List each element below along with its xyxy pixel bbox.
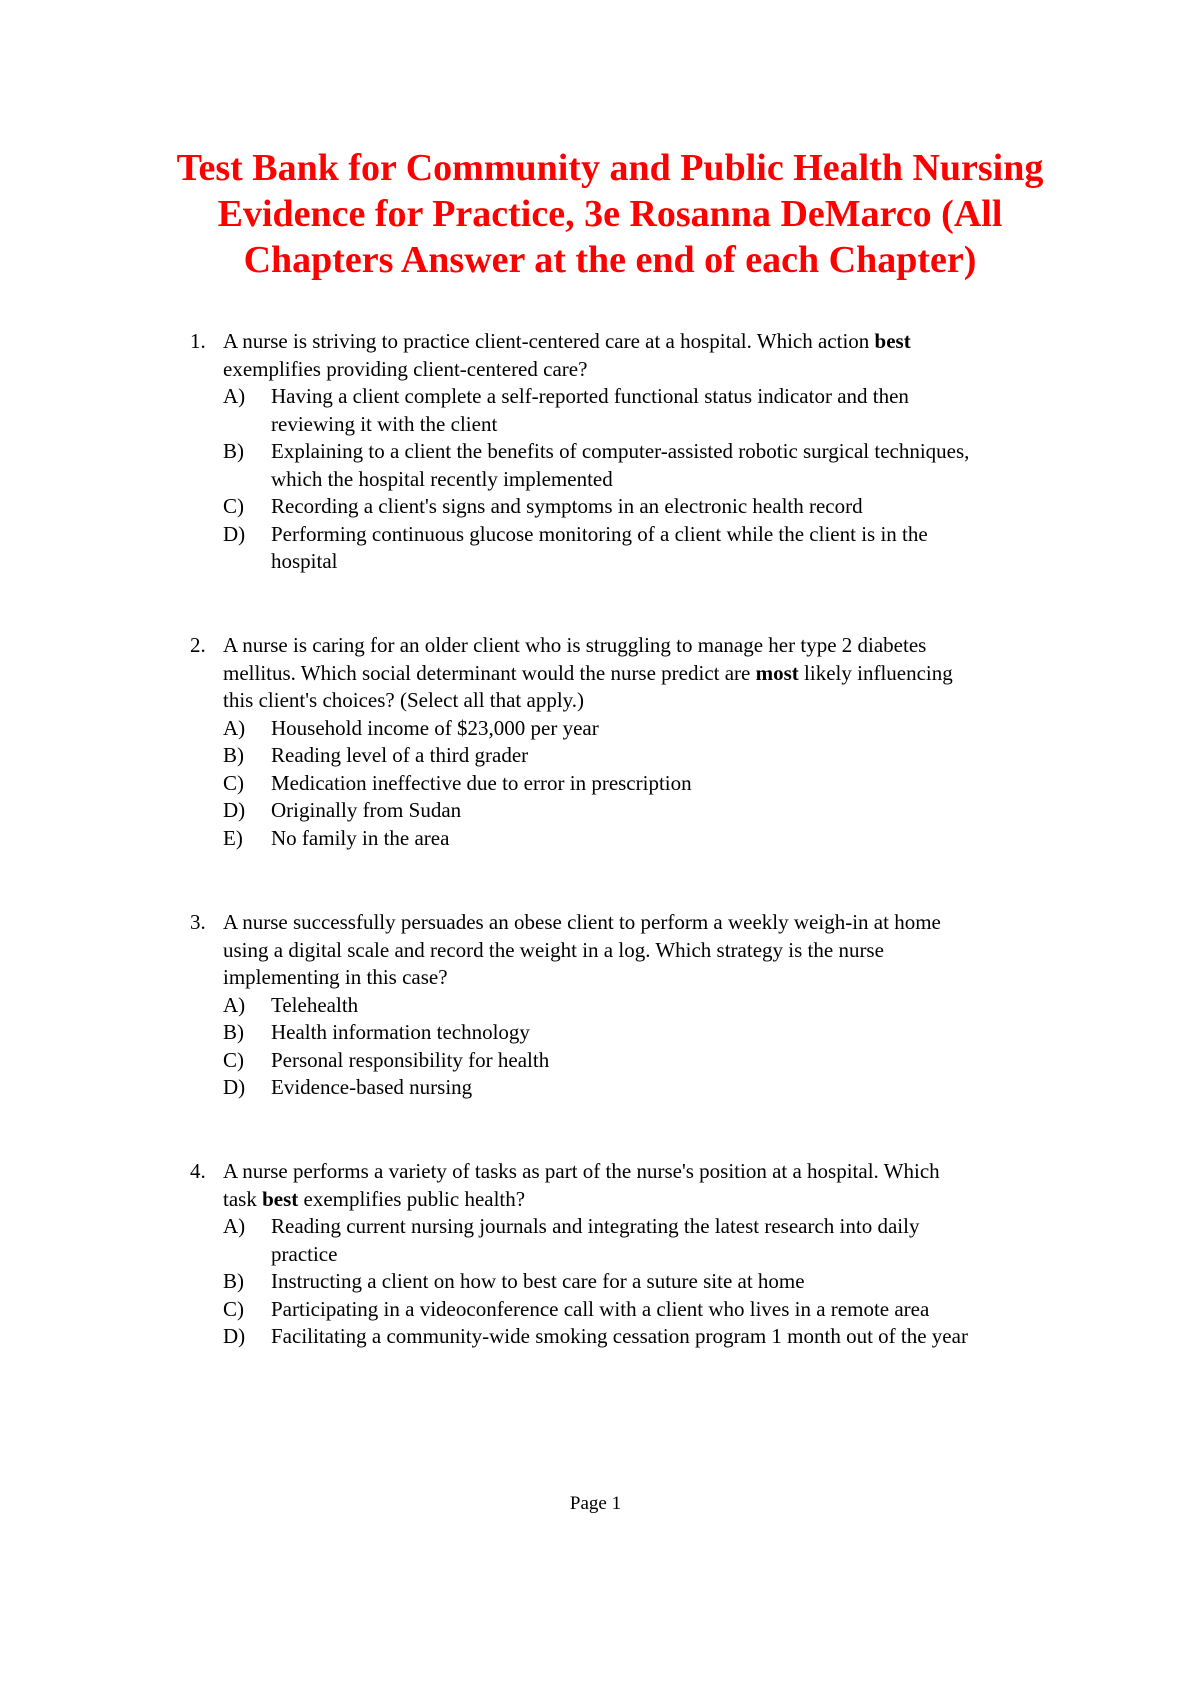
option-letter: D) — [223, 1075, 246, 1099]
option-d — [190, 521, 1090, 576]
option-letter: A) — [223, 384, 246, 408]
stem-line — [223, 687, 1090, 715]
option-e — [190, 825, 1090, 853]
option-text: Participating in a videoconference call with a client who lives in a remote area — [271, 1296, 930, 1321]
option-text: Having a client complete a self-reported functional status indicator and then — [271, 384, 909, 408]
option-d — [190, 1074, 1090, 1102]
stem-line — [223, 1186, 1090, 1214]
question-number: 1. — [190, 329, 206, 353]
option-letter: D) — [223, 521, 246, 546]
option-letter: C) — [223, 1047, 244, 1072]
question-3 — [190, 909, 1090, 1102]
question-number: 3. — [190, 910, 206, 934]
stem-line — [223, 632, 1090, 660]
stem-text: using a digital scale and record the weight in a log. Which strategy is the nurse — [223, 937, 884, 962]
option-text: Facilitating a community-wide smoking cessation program 1 month out of the year — [271, 1324, 968, 1348]
option-text: No family in the area — [271, 825, 450, 850]
option-text: Reading current nursing journals and integrating the latest research into daily — [271, 1214, 920, 1238]
option-letter: C) — [223, 1296, 244, 1321]
option-a — [190, 992, 1090, 1020]
stem-text: A nurse performs a variety of tasks as part of the nurse's position at a hospital. Which — [223, 1159, 940, 1183]
option-a — [190, 383, 1090, 438]
stem-emphasis: most — [755, 660, 799, 685]
title-line-3: Chapters Answer at the end of each Chapter) — [243, 239, 977, 281]
option-text: reviewing it with the client — [271, 411, 498, 436]
answer-options — [190, 715, 1090, 853]
stem-line — [223, 964, 1090, 992]
option-letter: B) — [223, 1020, 244, 1044]
question-stem — [190, 328, 1090, 383]
stem-text: this client's choices? (Select all that apply.) — [223, 688, 585, 712]
option-a — [190, 715, 1090, 743]
option-b — [190, 438, 1090, 493]
option-d — [190, 1323, 1090, 1351]
option-text: Instructing a client on how to best care for a suture site at home — [271, 1269, 805, 1293]
stem-text: A nurse successfully persuades an obese client to perform a weekly weigh-in at home — [223, 910, 941, 934]
option-letter: B) — [223, 743, 244, 767]
question-stem — [190, 1158, 1090, 1213]
answer-options — [190, 992, 1090, 1102]
stem-emphasis: best — [874, 329, 911, 353]
option-c — [190, 493, 1090, 521]
question-1 — [190, 328, 1090, 576]
answer-options — [190, 383, 1090, 576]
question-number: 2. — [190, 633, 206, 657]
stem-emphasis: best — [262, 1186, 299, 1211]
stem-text: A nurse is striving to practice client-centered care at a hospital. Which action — [223, 329, 875, 353]
option-c — [190, 770, 1090, 798]
stem-text: implementing in this case? — [223, 965, 448, 989]
option-text: hospital — [271, 549, 338, 573]
option-letter: A) — [223, 992, 246, 1017]
stem-text: mellitus. Which social determinant would the nurse predict are — [223, 660, 756, 685]
option-letter: A) — [223, 1214, 246, 1238]
option-c — [190, 1047, 1090, 1075]
option-b — [190, 742, 1090, 770]
option-letter: D) — [223, 1324, 246, 1348]
stem-text: exemplifies providing client-centered care? — [223, 356, 588, 381]
option-c — [190, 1296, 1090, 1324]
option-text: Recording a client's signs and symptoms in an electronic health record — [271, 494, 863, 518]
option-text: which the hospital recently implemented — [271, 466, 613, 491]
option-letter: B) — [223, 1269, 244, 1293]
stem-line — [223, 937, 1090, 965]
option-text: Evidence-based nursing — [271, 1075, 473, 1099]
question-stem — [190, 632, 1090, 715]
option-text: Reading level of a third grader — [271, 743, 529, 767]
option-text: Household income of $23,000 per year — [271, 715, 599, 740]
question-number: 4. — [190, 1159, 206, 1183]
option-letter: C) — [223, 770, 244, 795]
option-text: Explaining to a client the benefits of computer-assisted robotic surgical techniques, — [271, 439, 970, 463]
question-2 — [190, 632, 1090, 852]
question-stem — [190, 909, 1090, 992]
stem-text: exemplifies public health? — [298, 1186, 526, 1211]
option-text: practice — [271, 1241, 338, 1266]
option-b — [190, 1019, 1090, 1047]
option-a — [190, 1213, 1090, 1268]
option-letter: A) — [223, 715, 246, 740]
stem-line — [223, 356, 1090, 384]
option-letter: D) — [223, 798, 246, 822]
option-text: Health information technology — [271, 1020, 530, 1044]
option-text: Medication ineffective due to error in prescription — [271, 770, 692, 795]
option-text: Personal responsibility for health — [271, 1047, 550, 1072]
option-d — [190, 797, 1090, 825]
stem-line — [223, 660, 1090, 688]
option-letter: C) — [223, 494, 244, 518]
option-letter: B) — [223, 439, 244, 463]
option-text: Originally from Sudan — [271, 798, 462, 822]
stem-text: A nurse is caring for an older client who is struggling to manage her type 2 diabetes — [223, 633, 927, 657]
document-title — [130, 145, 1090, 283]
option-b — [190, 1268, 1090, 1296]
question-4 — [190, 1158, 1090, 1351]
title-line-2: Evidence for Practice, 3e Rosanna DeMarco (All — [217, 193, 1003, 235]
option-letter: E) — [223, 825, 243, 850]
stem-text: likely influencing — [798, 660, 953, 685]
title-line-1: Test Bank for Community and Public Health Nursing — [176, 147, 1044, 189]
answer-options — [190, 1213, 1090, 1351]
page-number: Page 1 — [569, 1493, 622, 1514]
option-text: Telehealth — [271, 992, 359, 1017]
stem-line — [223, 1158, 1090, 1186]
option-text: Performing continuous glucose monitoring of a client while the client is in the — [271, 521, 928, 546]
stem-text: task — [223, 1186, 263, 1211]
stem-line — [223, 328, 1090, 356]
stem-line — [223, 909, 1090, 937]
